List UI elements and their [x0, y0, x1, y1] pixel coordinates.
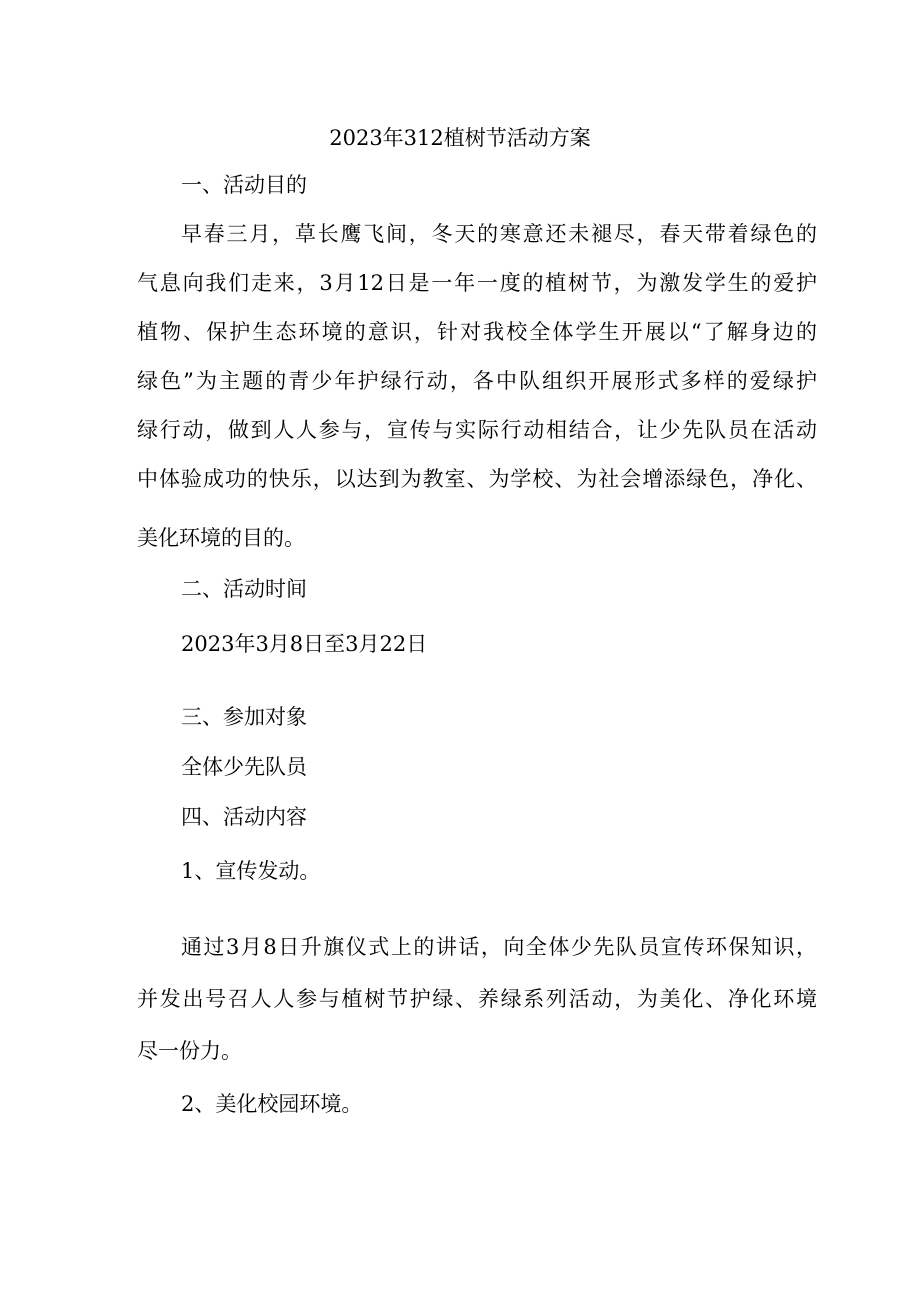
paragraph-line: 绿色”为主题的青少年护绿行动，各中队组织开展形式多样的爱绿护 — [137, 369, 817, 393]
participants-text: 全体少先队员 — [181, 755, 307, 779]
paragraph-line: 通过3月8日升旗仪式上的讲话，向全体少先队员宣传环保知识， — [181, 935, 817, 959]
document-title: 2023年312植树节活动方案 — [329, 126, 591, 150]
section-heading-content: 四、活动内容 — [181, 805, 307, 829]
section-heading-participants: 三、参加对象 — [181, 705, 307, 729]
paragraph-line: 绿行动，做到人人参与，宣传与实际行动相结合，让少先队员在活动 — [137, 418, 817, 442]
paragraph-line: 中体验成功的快乐，以达到为教室、为学校、为社会增添绿色，净化、 — [137, 467, 817, 491]
paragraph-line: 尽一份力。 — [137, 1039, 242, 1063]
section-heading-time: 二、活动时间 — [181, 577, 307, 601]
section-heading-purpose: 一、活动目的 — [181, 173, 307, 197]
paragraph-line: 早春三月，草长鹰飞间，冬天的寒意还未褪尽，春天带着绿色的 — [181, 222, 817, 246]
activity-date-range: 2023年3月8日至3月22日 — [181, 632, 428, 656]
paragraph-line: 植物、保护生态环境的意识，针对我校全体学生开展以“了解身边的 — [137, 320, 817, 344]
content-item-1: 1、宣传发动。 — [181, 859, 321, 883]
paragraph-line: 美化环境的目的。 — [137, 526, 305, 550]
paragraph-line: 气息向我们走来，3月12日是一年一度的植树节，为激发学生的爱护 — [137, 271, 817, 295]
paragraph-line: 并发出号召人人参与植树节护绿、养绿系列活动，为美化、净化环境 — [137, 987, 817, 1011]
content-item-2: 2、美化校园环境。 — [181, 1092, 363, 1116]
